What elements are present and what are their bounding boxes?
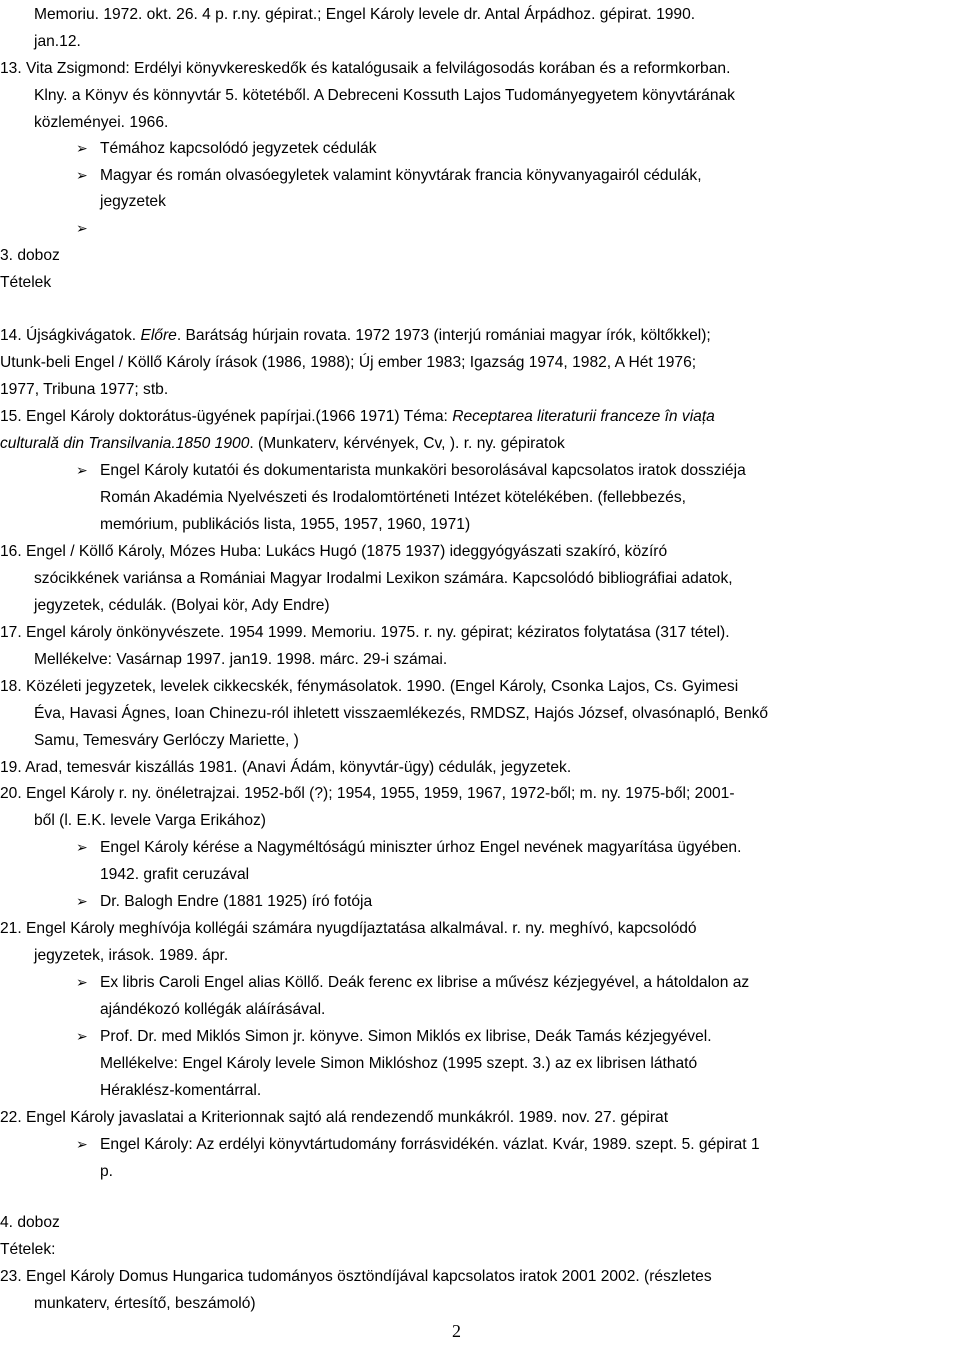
bullet-text: Mellékelve: Engel Károly levele Simon Miklóshoz (1995 szept. 3.) az ex librisen látható	[100, 1055, 698, 1072]
text-line: Mellékelve: Vasárnap 1997. jan19. 1998. márc. 29-i számai.	[34, 651, 448, 668]
bullet-text: Engel Károly kérése a Nagyméltóságú miniszter úrhoz Engel nevének magyarítása ügyében.	[100, 839, 742, 856]
bullet-text: Engel Károly: Az erdélyi könyvtártudomány forrásvidékén. vázlat. Kvár, 1989. szept. 5. gépirat 1	[100, 1136, 760, 1153]
bullet-text: 1942. grafit ceruzával	[100, 866, 250, 883]
bullet-icon: ➢	[76, 141, 88, 157]
text-line: culturală din Transilvania.1850 1900. (Munkaterv, kérvények, Cv, ). r. ny. gépiratok	[0, 435, 565, 452]
item-22: 22. Engel Károly javaslatai a Kriterionnak sajtó alá rendezendő munkákról. 1989. nov. 27. gépirat	[0, 1109, 669, 1126]
item-20: 20. Engel Károly r. ny. önéletrajzai. 1952-ből (?); 1954, 1955, 1959, 1967, 1972-ből; m. ny. 1975-ből; 2001-	[0, 785, 735, 802]
text-line: Memoriu. 1972. okt. 26. 4 p. r.ny. gépirat.; Engel Károly levele dr. Antal Árpádhoz. gépirat. 1990.	[34, 6, 696, 23]
text-line: közleményei. 1966.	[34, 114, 169, 131]
text-line: szócikkének variánsa a Romániai Magyar Irodalmi Lexikon számára. Kapcsolódó bibliográfiai adatok,	[34, 570, 733, 587]
bullet-icon: ➢	[76, 975, 88, 991]
section-label: Tételek	[0, 274, 52, 291]
text-line: jan.12.	[34, 33, 81, 50]
item-14: 14. Újságkivágatok. Előre. Barátság húrjain rovata. 1972 1973 (interjú romániai magyar írók, költőkkel);	[0, 327, 711, 344]
bullet-text: jegyzetek	[100, 193, 166, 210]
text-line: jegyzetek, irások. 1989. ápr.	[34, 947, 229, 964]
text-line: 1977, Tribuna 1977; stb.	[0, 381, 169, 398]
text-line: Klny. a Könyv és könnyvtár 5. kötetéből. A Debreceni Kossuth Lajos Tudományegyetem könyvtárának	[34, 87, 735, 104]
text-line: ből (l. E.K. levele Varga Erikához)	[34, 812, 266, 829]
box-heading: 3. doboz	[0, 247, 60, 264]
bullet-text: Ex libris Caroli Engel alias Köllő. Deák ferenc ex librise a művész kézjegyével, a hátoldalon az	[100, 974, 750, 991]
text-line: Éva, Havasi Ágnes, Ioan Chinezu-ról ihletett visszaemlékezés, RMDSZ, Hajós József, olvasónapló, Benkő	[34, 705, 769, 722]
bullet-icon: ➢	[76, 1029, 88, 1045]
item-15: 15. Engel Károly doktorátus-ügyének papírjai.(1966 1971) Téma: Receptarea literaturii franceze în viața	[0, 408, 715, 425]
text-line: Utunk-beli Engel / Köllő Károly írások (1986, 1988); Új ember 1983; Igazság 1974, 1982, A Hét 1976;	[0, 354, 697, 371]
bullet-text: Magyar és román olvasóegyletek valamint könyvtárak francia könyvanyagairól cédulák,	[100, 167, 702, 184]
item-18: 18. Közéleti jegyzetek, levelek cikkecskék, fénymásolatok. 1990. (Engel Károly, Csonka Lajos, Cs. Gyimesi	[0, 678, 739, 695]
box-heading: 4. doboz	[0, 1214, 60, 1231]
bullet-text: Dr. Balogh Endre (1881 1925) író fotója	[100, 893, 373, 910]
bullet-icon: ➢	[76, 1137, 88, 1153]
bullet-icon: ➢	[76, 221, 88, 237]
item-17: 17. Engel károly önkönyvészete. 1954 1999. Memoriu. 1975. r. ny. gépirat; kéziratos folytatása (317 tétel).	[0, 624, 730, 641]
text-line: munkaterv, értesítő, beszámoló)	[34, 1295, 256, 1312]
bullet-icon: ➢	[76, 894, 88, 910]
text-line: Samu, Temesváry Gerlóczy Mariette, )	[34, 732, 299, 749]
bullet-icon: ➢	[76, 840, 88, 856]
item-21: 21. Engel Károly meghívója kollégái számára nyugdíjaztatása alkalmával. r. ny. meghívó, kapcsolódó	[0, 920, 697, 937]
bullet-text: Prof. Dr. med Miklós Simon jr. könyve. Simon Miklós ex librise, Deák Tamás kézjegyével.	[100, 1028, 712, 1045]
bullet-icon: ➢	[76, 168, 88, 184]
bullet-text: Témához kapcsolódó jegyzetek cédulák	[100, 140, 377, 157]
item-23: 23. Engel Károly Domus Hungarica tudományos ösztöndíjával kapcsolatos iratok 2001 2002. (részletes	[0, 1268, 712, 1285]
item-13: 13. Vita Zsigmond: Erdélyi könyvkereskedők és katalógusaik a felvilágosodás korában és a reformkorban.	[0, 60, 731, 77]
bullet-text: memórium, publikációs lista, 1955, 1957, 1960, 1971)	[100, 516, 471, 533]
bullet-text: Héraklész-komentárral.	[100, 1082, 262, 1099]
text-line: jegyzetek, cédulák. (Bolyai kör, Ady Endre)	[34, 597, 330, 614]
bullet-icon: ➢	[76, 463, 88, 479]
page-number: 2	[452, 1321, 461, 1341]
bullet-text: Engel Károly kutatói és dokumentarista munkaköri besorolásával kapcsolatos iratok dossziéja	[100, 462, 746, 479]
item-16: 16. Engel / Köllő Károly, Mózes Huba: Lukács Hugó (1875 1937) ideggyógyászati szakíró, közíró	[0, 543, 668, 560]
bullet-text: p.	[100, 1163, 114, 1180]
item-19: 19. Arad, temesvár kiszállás 1981. (Anavi Ádám, könyvtár-ügy) cédulák, jegyzetek.	[0, 759, 572, 776]
bullet-text: ajándékozó kollégák aláírásával.	[100, 1001, 326, 1018]
bullet-text: Román Akadémia Nyelvészeti és Irodalomtörténeti Intézet kötelékében. (fellebbezés,	[100, 489, 686, 506]
section-label: Tételek:	[0, 1241, 56, 1258]
